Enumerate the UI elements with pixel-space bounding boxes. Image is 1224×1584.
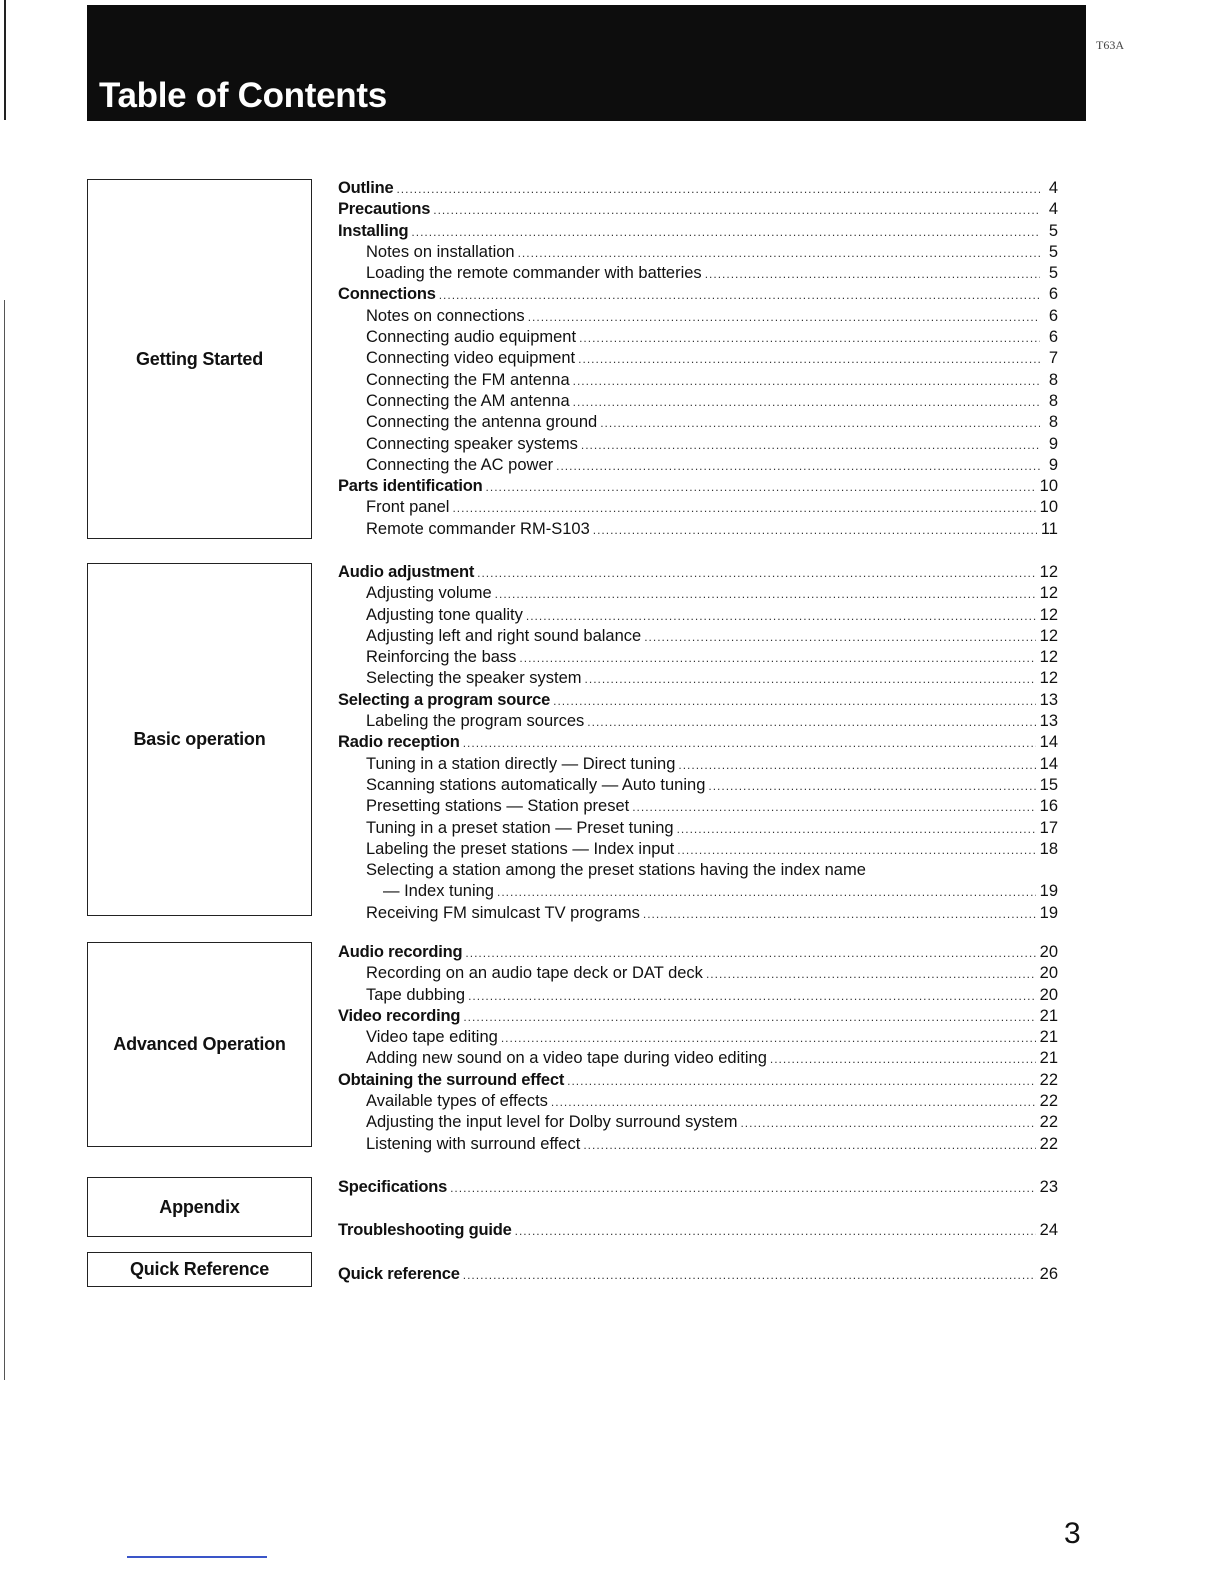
toc-entry[interactable] bbox=[338, 455, 1086, 476]
toc-entry[interactable] bbox=[338, 178, 1086, 199]
toc-entry-page: 22 bbox=[1039, 1070, 1058, 1089]
toc-entry-label: Obtaining the surround effect bbox=[338, 1070, 565, 1089]
dot-leader bbox=[678, 755, 1035, 776]
dot-leader bbox=[585, 669, 1036, 690]
dot-leader bbox=[556, 456, 1040, 477]
dot-leader bbox=[518, 243, 1040, 264]
toc-entry[interactable] bbox=[338, 1264, 1086, 1285]
toc-entry[interactable] bbox=[338, 818, 1086, 839]
toc-entry[interactable] bbox=[338, 327, 1086, 348]
toc-entry-page: 16 bbox=[1039, 797, 1058, 816]
toc-entry[interactable] bbox=[338, 690, 1086, 711]
toc-entry-label: Troubleshooting guide bbox=[338, 1221, 512, 1240]
toc-entry[interactable] bbox=[338, 1112, 1086, 1133]
dot-leader bbox=[705, 264, 1040, 285]
toc-entry-page: 20 bbox=[1039, 964, 1058, 983]
toc-entry-label: Video tape editing bbox=[366, 1028, 498, 1047]
toc-entry[interactable] bbox=[338, 370, 1086, 391]
dot-leader bbox=[433, 200, 1040, 221]
toc-group-basic-operation bbox=[338, 562, 1086, 924]
toc-entry-label: Connecting the antenna ground bbox=[366, 413, 598, 432]
dot-leader bbox=[677, 840, 1035, 861]
toc-entry[interactable] bbox=[338, 391, 1086, 412]
toc-entry[interactable] bbox=[338, 942, 1086, 963]
dot-leader bbox=[465, 943, 1035, 964]
toc-entry[interactable] bbox=[338, 562, 1086, 583]
toc-entry-label: Selecting the speaker system bbox=[366, 669, 582, 688]
dot-leader bbox=[573, 392, 1040, 413]
dot-leader bbox=[587, 712, 1035, 733]
toc-entry[interactable] bbox=[338, 1070, 1086, 1091]
toc-entry-label: Connecting audio equipment bbox=[366, 328, 577, 347]
dot-leader bbox=[578, 349, 1040, 370]
scan-edge bbox=[4, 0, 6, 120]
toc-entry-page: 18 bbox=[1039, 839, 1058, 858]
toc-entry-label: Connecting the AM antenna bbox=[366, 391, 570, 410]
dot-leader bbox=[528, 307, 1040, 328]
toc-entry-label: Installing bbox=[338, 221, 409, 240]
toc-entry[interactable] bbox=[338, 839, 1086, 860]
section-box-quick-reference: Quick Reference bbox=[87, 1252, 312, 1287]
toc-entry-label: Recording on an audio tape deck or DAT deck bbox=[366, 964, 703, 983]
toc-entry-label: — Index tuning bbox=[383, 882, 494, 901]
toc-entry-page: 13 bbox=[1039, 712, 1058, 731]
toc-entry-label: Receiving FM simulcast TV programs bbox=[366, 903, 640, 922]
toc-entry[interactable] bbox=[338, 519, 1086, 540]
toc-entry[interactable] bbox=[338, 497, 1086, 518]
toc-entry-page: 5 bbox=[1048, 221, 1058, 240]
toc-entry[interactable] bbox=[338, 626, 1086, 647]
dot-leader bbox=[581, 435, 1040, 456]
toc-entry-page: 10 bbox=[1039, 498, 1058, 517]
dot-leader bbox=[573, 371, 1040, 392]
toc-entry-label: Video recording bbox=[338, 1006, 461, 1025]
toc-entry-page: 12 bbox=[1039, 626, 1058, 645]
toc-entry-label: Front panel bbox=[366, 498, 450, 517]
toc-entry-page: 8 bbox=[1048, 370, 1058, 389]
toc-entry[interactable] bbox=[338, 476, 1086, 497]
dot-leader bbox=[593, 520, 1037, 541]
toc-entry[interactable] bbox=[338, 284, 1086, 305]
toc-entry-page: 22 bbox=[1039, 1092, 1058, 1111]
toc-entry-label: Parts identification bbox=[338, 477, 483, 496]
toc-entry-page: 17 bbox=[1039, 818, 1058, 837]
dot-leader bbox=[706, 964, 1036, 985]
dot-leader bbox=[567, 1071, 1036, 1092]
toc-entry-page: 14 bbox=[1039, 754, 1058, 773]
toc-entry-page: 21 bbox=[1039, 1049, 1058, 1068]
toc-entry[interactable] bbox=[338, 860, 1086, 881]
toc-entry-page: 8 bbox=[1048, 391, 1058, 410]
toc-entry[interactable] bbox=[338, 199, 1086, 220]
toc-group-advanced-operation bbox=[338, 942, 1086, 1155]
toc-entry-label: Adjusting left and right sound balance bbox=[366, 626, 642, 645]
toc-entry-label: Notes on installation bbox=[366, 242, 515, 261]
toc-entry[interactable] bbox=[338, 221, 1086, 242]
toc-entry-page: 7 bbox=[1048, 349, 1058, 368]
toc-entry-label: Adding new sound on a video tape during video editing bbox=[366, 1049, 767, 1068]
dot-leader bbox=[515, 1221, 1036, 1242]
toc-entry[interactable] bbox=[338, 434, 1086, 455]
toc-entry-label: Adjusting volume bbox=[366, 584, 492, 603]
dot-leader bbox=[463, 1007, 1035, 1028]
toc-entry[interactable] bbox=[338, 711, 1086, 732]
toc-entry-page: 21 bbox=[1039, 1028, 1058, 1047]
toc-entry[interactable] bbox=[338, 903, 1086, 924]
toc-entry[interactable] bbox=[338, 605, 1086, 626]
toc-entry[interactable] bbox=[338, 412, 1086, 433]
toc-entry-page: 9 bbox=[1048, 455, 1058, 474]
toc-entry-label: Tuning in a preset station — Preset tuning bbox=[366, 818, 674, 837]
toc-entry-page: 12 bbox=[1039, 669, 1058, 688]
toc-entry-page: 9 bbox=[1048, 434, 1058, 453]
toc-entry-page: 14 bbox=[1039, 733, 1058, 752]
toc-entry-page: 12 bbox=[1039, 563, 1058, 581]
toc-entry-label: Available types of effects bbox=[366, 1092, 548, 1111]
toc-entry[interactable] bbox=[338, 1027, 1086, 1048]
toc-entry-label: Scanning stations automatically — Auto tuning bbox=[366, 775, 706, 794]
toc-entry[interactable] bbox=[338, 668, 1086, 689]
toc-entry-page: 10 bbox=[1039, 477, 1058, 496]
toc-entry[interactable] bbox=[338, 963, 1086, 984]
page-code: T63A bbox=[1096, 38, 1124, 52]
toc-entry-label: Labeling the preset stations — Index input bbox=[366, 839, 675, 858]
toc-entry-label: Selecting a station among the preset stations having the index name bbox=[366, 861, 866, 880]
toc-entry-label: Reinforcing the bass bbox=[366, 648, 517, 667]
dot-leader bbox=[495, 584, 1036, 605]
toc-entry-page: 6 bbox=[1048, 328, 1058, 347]
dot-leader bbox=[519, 648, 1035, 669]
toc-entry-label: Audio recording bbox=[338, 943, 463, 961]
toc-entry-label: Connecting speaker systems bbox=[366, 434, 578, 453]
toc-entry[interactable] bbox=[338, 242, 1086, 263]
dot-leader bbox=[501, 1028, 1036, 1049]
dot-leader bbox=[553, 691, 1036, 712]
toc-entry[interactable] bbox=[338, 583, 1086, 604]
toc-entry[interactable] bbox=[338, 775, 1086, 796]
toc-entry[interactable] bbox=[338, 1177, 1086, 1198]
toc-entry-label: Labeling the program sources bbox=[366, 712, 585, 731]
toc-entry[interactable] bbox=[338, 796, 1086, 817]
dot-leader bbox=[497, 882, 1036, 903]
toc-entry-page: 5 bbox=[1048, 264, 1058, 283]
toc-entry-label: Outline bbox=[338, 179, 394, 197]
toc-entry-label: Tuning in a station directly — Direct tuning bbox=[366, 754, 676, 773]
toc-entry[interactable] bbox=[338, 306, 1086, 327]
dot-leader bbox=[396, 179, 1040, 200]
dot-leader bbox=[526, 606, 1036, 627]
toc-entry-label: Presetting stations — Station preset bbox=[366, 797, 630, 816]
toc-entry-page: 4 bbox=[1048, 200, 1058, 219]
toc-group-appendix bbox=[338, 1177, 1086, 1242]
dot-leader bbox=[643, 904, 1036, 925]
toc-entry-label: Radio reception bbox=[338, 733, 460, 752]
toc-entry[interactable] bbox=[338, 985, 1086, 1006]
dot-leader bbox=[708, 776, 1035, 797]
dot-leader bbox=[450, 1178, 1036, 1199]
toc-group-getting-started bbox=[338, 178, 1086, 540]
toc-entry-page: 6 bbox=[1048, 306, 1058, 325]
dot-leader bbox=[677, 819, 1036, 840]
toc-entry-label: Specifications bbox=[338, 1178, 448, 1196]
toc-entry-label: Connections bbox=[338, 285, 436, 304]
dot-leader bbox=[463, 1265, 1036, 1286]
toc-entry-page: 12 bbox=[1039, 605, 1058, 624]
toc-entry-page: 8 bbox=[1048, 413, 1058, 432]
toc-entry-page: 22 bbox=[1039, 1113, 1058, 1132]
dot-leader bbox=[463, 733, 1036, 754]
toc-entry-label: Quick reference bbox=[338, 1265, 460, 1283]
dot-leader bbox=[452, 498, 1035, 519]
toc-group-quick-reference bbox=[338, 1264, 1086, 1285]
toc-entry[interactable] bbox=[338, 1091, 1086, 1112]
toc-entry-label: Connecting the FM antenna bbox=[366, 370, 570, 389]
dot-leader bbox=[468, 986, 1036, 1007]
section-box-basic-operation: Basic operation bbox=[87, 563, 312, 916]
toc-entry-label: Adjusting the input level for Dolby surround system bbox=[366, 1113, 738, 1132]
section-box-appendix: Appendix bbox=[87, 1177, 312, 1237]
toc-entry[interactable] bbox=[338, 754, 1086, 775]
toc-entry-page: 15 bbox=[1039, 775, 1058, 794]
dot-leader bbox=[600, 413, 1040, 434]
footer-line bbox=[127, 1556, 267, 1558]
dot-leader bbox=[740, 1113, 1035, 1134]
toc-entry[interactable] bbox=[338, 1220, 1086, 1241]
page-title: Table of Contents bbox=[99, 76, 387, 115]
toc-entry-page: 12 bbox=[1039, 648, 1058, 667]
toc-entry[interactable] bbox=[338, 263, 1086, 284]
toc-entry[interactable] bbox=[338, 881, 1086, 902]
dot-leader bbox=[770, 1049, 1036, 1070]
toc-entry-page: 23 bbox=[1039, 1178, 1058, 1196]
section-box-getting-started: Getting Started bbox=[87, 179, 312, 539]
dot-leader bbox=[486, 477, 1036, 498]
dot-leader bbox=[632, 797, 1035, 818]
toc-entry[interactable] bbox=[338, 1048, 1086, 1069]
toc-entry-label: Remote commander RM-S103 bbox=[366, 519, 590, 538]
toc-entry[interactable] bbox=[338, 732, 1086, 753]
toc-entry[interactable] bbox=[338, 348, 1086, 369]
toc-entry-label: Tape dubbing bbox=[366, 985, 466, 1004]
toc-entry-page: 20 bbox=[1039, 943, 1058, 961]
toc-entry-page: 20 bbox=[1039, 985, 1058, 1004]
toc-entry-page: 4 bbox=[1048, 179, 1058, 197]
toc-entry-label: Notes on connections bbox=[366, 306, 525, 325]
toc-entry-label: Adjusting tone quality bbox=[366, 605, 523, 624]
toc-entry-label: Listening with surround effect bbox=[366, 1134, 581, 1153]
toc-entry-page: 13 bbox=[1039, 690, 1058, 709]
toc-entry-page: 6 bbox=[1048, 285, 1058, 304]
dot-leader bbox=[411, 222, 1040, 243]
toc-entry-page: 21 bbox=[1039, 1006, 1058, 1025]
toc-entry-page: 19 bbox=[1039, 903, 1058, 922]
dot-leader bbox=[439, 285, 1040, 306]
toc-entry-label: Selecting a program source bbox=[338, 690, 551, 709]
dot-leader bbox=[477, 563, 1036, 584]
toc-entry-label: Connecting video equipment bbox=[366, 349, 576, 368]
toc-entry-label: Precautions bbox=[338, 200, 431, 219]
toc-entry-page: 24 bbox=[1039, 1221, 1058, 1240]
toc-entry-label: Connecting the AC power bbox=[366, 455, 554, 474]
toc-entry-page: 19 bbox=[1039, 882, 1058, 901]
toc-entry-page: 5 bbox=[1048, 242, 1058, 261]
dot-leader bbox=[644, 627, 1035, 648]
toc-entry[interactable] bbox=[338, 647, 1086, 668]
section-box-advanced-operation: Advanced Operation bbox=[87, 942, 312, 1147]
toc-entry-label: Loading the remote commander with batteries bbox=[366, 264, 702, 283]
toc-entry-page: 22 bbox=[1039, 1134, 1058, 1153]
dot-leader bbox=[551, 1092, 1036, 1113]
toc-entry[interactable] bbox=[338, 1134, 1086, 1155]
dot-leader bbox=[579, 328, 1040, 349]
toc-entry-page: 12 bbox=[1039, 584, 1058, 603]
toc-entry[interactable] bbox=[338, 1006, 1086, 1027]
toc-entry-label: Audio adjustment bbox=[338, 563, 475, 581]
dot-leader bbox=[583, 1135, 1035, 1156]
toc-entry-page: 26 bbox=[1039, 1265, 1058, 1283]
page-number: 3 bbox=[1064, 1517, 1081, 1550]
toc-entry-page: 11 bbox=[1040, 519, 1058, 538]
scan-edge bbox=[4, 300, 5, 1380]
